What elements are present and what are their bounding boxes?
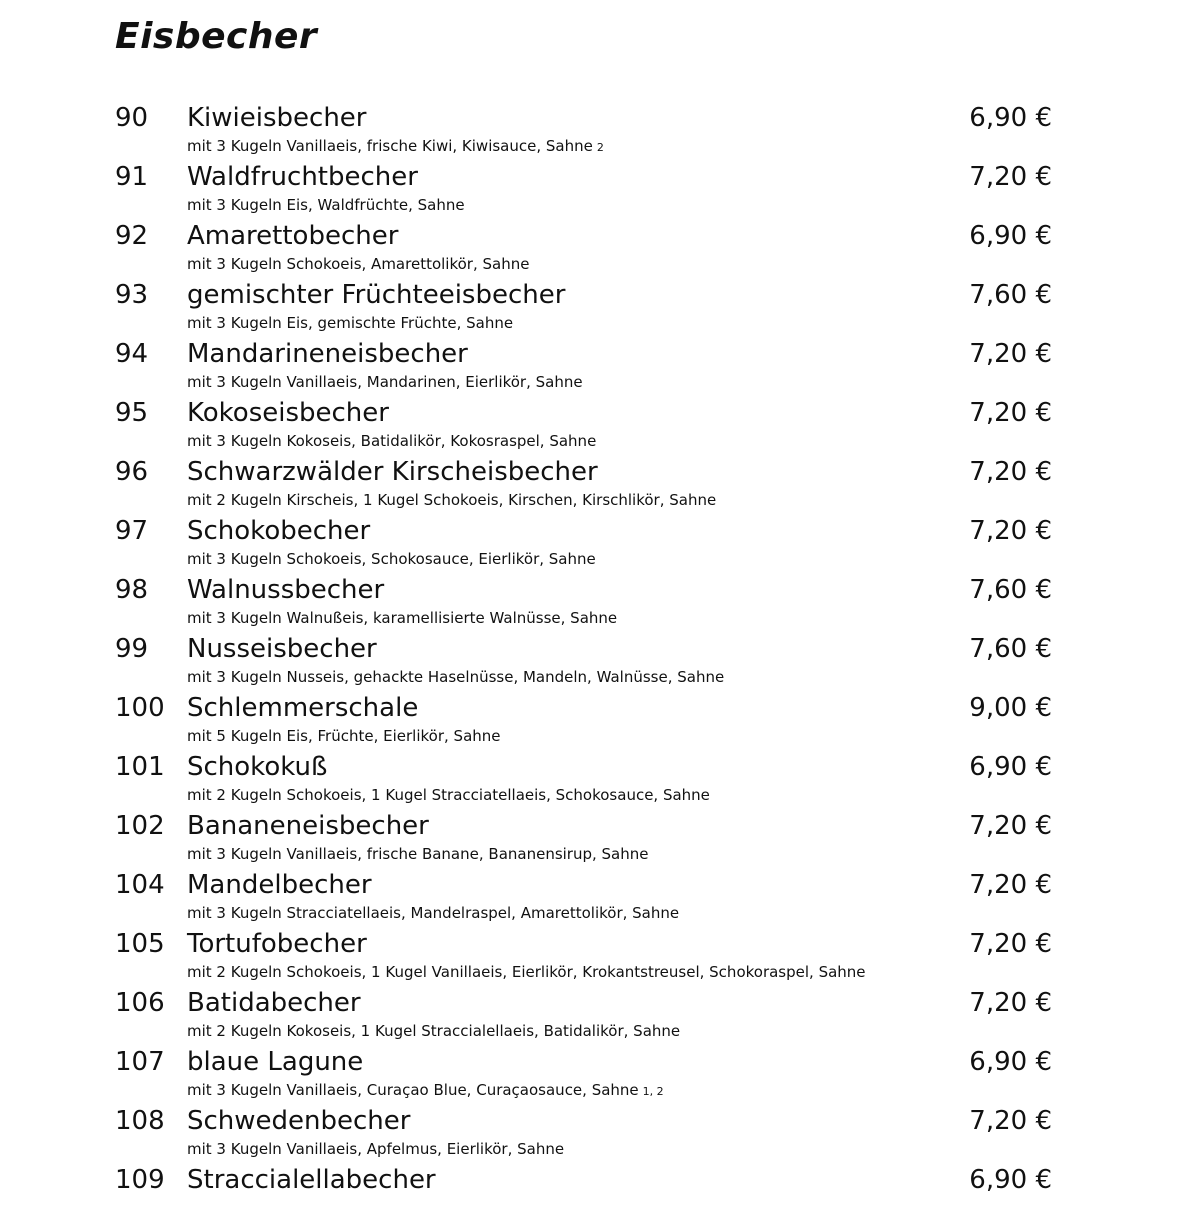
menu-item <box>0 630 1200 689</box>
item-number: 106 <box>115 988 165 1018</box>
item-number: 99 <box>115 634 149 664</box>
item-number: 91 <box>115 162 149 192</box>
item-description <box>187 1140 568 1160</box>
item-name: blaue Lagune <box>187 1047 364 1077</box>
item-description-text: mit 3 Kugeln Eis, gemischte Früchte, Sahne <box>187 314 514 332</box>
menu-item <box>0 1161 1200 1220</box>
item-price: 7,20 € <box>969 162 1052 192</box>
item-description-text: mit 3 Kugeln Vanillaeis, Curaçao Blue, Curaçaosauce, Sahne <box>187 1081 639 1099</box>
item-price: 7,20 € <box>969 870 1052 900</box>
item-name: Kokoseisbecher <box>187 398 389 428</box>
menu-item <box>0 571 1200 630</box>
item-name: Straccialellabecher <box>187 1165 436 1195</box>
item-price: 7,20 € <box>969 988 1052 1018</box>
item-name: Schwedenbecher <box>187 1106 411 1136</box>
item-description-text: mit 3 Kugeln Schokoeis, Schokosauce, Eierlikör, Sahne <box>187 550 596 568</box>
item-number: 98 <box>115 575 149 605</box>
item-description <box>187 963 870 983</box>
item-description-text: mit 3 Kugeln Nusseis, gehackte Haselnüsse, Mandeln, Walnüsse, Sahne <box>187 668 725 686</box>
item-additive-note: 2 <box>596 141 604 154</box>
item-price: 7,60 € <box>969 634 1052 664</box>
item-name: Schwarzwälder Kirscheisbecher <box>187 457 598 487</box>
menu-item <box>0 394 1200 453</box>
item-price: 7,60 € <box>969 575 1052 605</box>
menu-item <box>0 512 1200 571</box>
item-price: 6,90 € <box>969 752 1052 782</box>
menu-item <box>0 1102 1200 1161</box>
item-price: 7,20 € <box>969 929 1052 959</box>
item-number: 92 <box>115 221 149 251</box>
menu-item <box>0 925 1200 984</box>
item-description <box>187 609 621 629</box>
item-price: 9,00 € <box>969 693 1052 723</box>
item-description-text: mit 3 Kugeln Vanillaeis, frische Kiwi, Kiwisauce, Sahne <box>187 137 593 155</box>
item-description-text: mit 3 Kugeln Eis, Waldfrüchte, Sahne <box>187 196 465 214</box>
menu-item <box>0 984 1200 1043</box>
item-name: Tortufobecher <box>187 929 367 959</box>
item-price: 7,20 € <box>969 1106 1052 1136</box>
item-name: Kiwieisbecher <box>187 103 367 133</box>
menu-item <box>0 335 1200 394</box>
item-name: Schlemmerschale <box>187 693 419 723</box>
item-price: 7,20 € <box>969 811 1052 841</box>
item-description <box>187 904 683 924</box>
item-number: 96 <box>115 457 149 487</box>
menu-item <box>0 453 1200 512</box>
item-number: 93 <box>115 280 149 310</box>
item-number: 102 <box>115 811 165 841</box>
item-additive-note: 1, 2 <box>642 1085 664 1098</box>
menu-list <box>0 99 1200 1220</box>
item-number: 100 <box>115 693 165 723</box>
item-name: Mandarineneisbecher <box>187 339 468 369</box>
item-name: Waldfruchtbecher <box>187 162 418 192</box>
item-number: 101 <box>115 752 165 782</box>
item-description-text: mit 3 Kugeln Kokoseis, Batidalikör, Kokosraspel, Sahne <box>187 432 597 450</box>
menu-item <box>0 217 1200 276</box>
item-price: 6,90 € <box>969 103 1052 133</box>
menu-item <box>0 748 1200 807</box>
item-description <box>187 432 600 452</box>
item-number: 108 <box>115 1106 165 1136</box>
menu-item <box>0 866 1200 925</box>
menu-item <box>0 1043 1200 1102</box>
item-price: 6,90 € <box>969 1047 1052 1077</box>
item-number: 94 <box>115 339 149 369</box>
item-price: 7,20 € <box>969 398 1052 428</box>
item-name: Batidabecher <box>187 988 361 1018</box>
item-number: 90 <box>115 103 149 133</box>
item-description <box>187 255 533 275</box>
item-description <box>187 668 728 688</box>
item-name: Nusseisbecher <box>187 634 377 664</box>
item-name: Mandelbecher <box>187 870 372 900</box>
item-description <box>187 1199 191 1219</box>
item-description <box>187 137 604 157</box>
item-description-text: mit 2 Kugeln Kokoseis, 1 Kugel Straccialellaeis, Batidalikör, Sahne <box>187 1022 681 1040</box>
item-description <box>187 845 653 865</box>
item-description <box>187 373 587 393</box>
menu-item <box>0 807 1200 866</box>
item-number: 97 <box>115 516 149 546</box>
item-number: 104 <box>115 870 165 900</box>
menu-item <box>0 99 1200 158</box>
item-price: 6,90 € <box>969 221 1052 251</box>
menu-item <box>0 276 1200 335</box>
item-description-text: mit 5 Kugeln Eis, Früchte, Eierlikör, Sahne <box>187 727 501 745</box>
page-title: Eisbecher <box>115 16 318 57</box>
item-description-text: mit 3 Kugeln Vanillaeis, Mandarinen, Eierlikör, Sahne <box>187 373 583 391</box>
item-number: 95 <box>115 398 149 428</box>
item-price: 7,20 € <box>969 516 1052 546</box>
item-description-text: mit 3 Kugeln Vanillaeis, Apfelmus, Eierlikör, Sahne <box>187 1140 565 1158</box>
item-description-text: mit 2 Kugeln Kirscheis, 1 Kugel Schokoeis, Kirschen, Kirschlikör, Sahne <box>187 491 717 509</box>
item-name: Amarettobecher <box>187 221 399 251</box>
item-description <box>187 1081 664 1101</box>
item-description-text: mit 2 Kugeln Schokoeis, 1 Kugel Vanillaeis, Eierlikör, Krokantstreusel, Schokoraspel, Sahne <box>187 963 866 981</box>
item-description <box>187 196 469 216</box>
item-number: 105 <box>115 929 165 959</box>
item-description-text: mit 3 Kugeln Schokoeis, Amarettolikör, Sahne <box>187 255 530 273</box>
item-description <box>187 727 505 747</box>
menu-item <box>0 158 1200 217</box>
item-description-text: mit 2 Kugeln Schokoeis, 1 Kugel Stracciatellaeis, Schokosauce, Sahne <box>187 786 710 804</box>
item-price: 7,20 € <box>969 339 1052 369</box>
item-number: 107 <box>115 1047 165 1077</box>
item-name: Walnussbecher <box>187 575 385 605</box>
item-price: 7,60 € <box>969 280 1052 310</box>
item-number: 109 <box>115 1165 165 1195</box>
item-name: gemischter Früchteeisbecher <box>187 280 566 310</box>
item-name: Schokobecher <box>187 516 371 546</box>
item-description-text: mit 3 Kugeln Stracciatellaeis, Mandelraspel, Amarettolikör, Sahne <box>187 904 680 922</box>
item-description <box>187 314 517 334</box>
item-description-text: mit 3 Kugeln Walnußeis, karamellisierte Walnüsse, Sahne <box>187 609 618 627</box>
item-name: Schokokuß <box>187 752 328 782</box>
item-price: 6,90 € <box>969 1165 1052 1195</box>
menu-item <box>0 689 1200 748</box>
item-description <box>187 491 720 511</box>
item-description <box>187 1022 684 1042</box>
item-price: 7,20 € <box>969 457 1052 487</box>
item-name: Bananeneisbecher <box>187 811 429 841</box>
item-description <box>187 786 714 806</box>
item-description-text: mit 3 Kugeln Vanillaeis, frische Banane, Bananensirup, Sahne <box>187 845 649 863</box>
item-description <box>187 550 600 570</box>
